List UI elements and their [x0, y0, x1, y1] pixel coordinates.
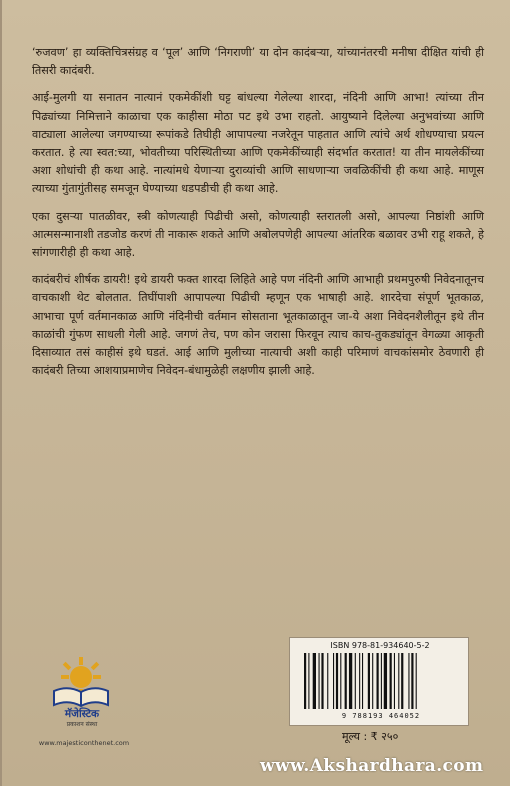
blurb-text: [32, 44, 484, 389]
publisher-tagline: प्रकाशन संस्था: [66, 721, 98, 728]
publisher-name: मॅजेस्टिक: [64, 708, 100, 720]
blurb-paragraph-1: ‘रुजवण’ हा व्यक्तिचित्रसंग्रह व ‘पूल’ आणि ‘निगराणी’ या दोन कादंबऱ्या, यांच्यानंतरची मनीषा दीक्षित यांची ही तिसरी कादंबरी.: [32, 46, 484, 78]
publisher-url: www.majesticonthenet.com: [38, 739, 130, 747]
price-label: मूल्य : ₹ २५०: [342, 730, 399, 743]
watermark-text: www.Akshardhara.com: [260, 756, 484, 776]
publisher-logo-icon: [46, 655, 116, 711]
blurb-paragraph-2: आई-मुलगी या सनातन नात्यानं एकमेकींशी घट्ट बांधल्या गेलेल्या शारदा, नंदिनी आणि आभा! त्यांच्या तीन पिढ्यांच्या निमित्ताने काळाचा एक काहीसा मोठा पट इथे उभा राहतो. आयुष्याने दिलेल्या अनुभवांच्या आणि वाट्याला आलेल्या जगण्याच्या रूपांकडे तिघीही आपापल्या नजरेतून पाहतात आणि त्यांचे अर्थ शोधण्याचा प्रयत्न करतात. हे त्या स्वत:च्या, भोवतीच्या परिस्थितीच्या आणि एकमेकींच्याही संदर्भात करतात! या तीन मायलेकींच्या अशा शोधांची ही कथा आहे. नात्यांमधे येणाऱ्या दुराव्यांची आणि साधणाऱ्या जवळिकींची ही कथा आहे. माणूस त्याच्या गुंतागुंतीसह समजून घेण्याच्या धडपडीची ही कथा आहे.: [32, 91, 484, 196]
blurb-paragraph-3: एका दुसऱ्या पातळीवर, स्त्री कोणत्याही पिढीची असो, कोणत्याही स्तरातली असो, आपल्या निष्ठांशी आणि आत्मसन्मानाशी तडजोड करणं ती नाकारू शकते आणि अबोलपणेही आपल्या आंतरिक बळावर उभी राहू शकते, हे सांगणारीही ही कथा आहे.: [32, 209, 484, 260]
blurb-paragraph-4: कादंबरीचं शीर्षक डायरी! इथे डायरी फक्त शारदा लिहिते आहे पण नंदिनी आणि आभाही प्रथमपुरुषी निवेदनातूनच वाचकाशी थेट बोलतात. तिघींपाशी आपापल्या पिढीची म्हणून एक भाषाही आहे. शारदेचा संपूर्ण भूतकाळ, आभाचा पूर्ण वर्तमानकाळ आणि नंदिनीची वर्तमान सोसताना भूतकाळातून जा-ये अशा निवेदनशैलीतून इथे तीन काळांची गुंफण साधली गेली आहे. जगणं तेच, पण कोन जरासा फिरवून त्याच काच-तुकड्यांतून वेगळ्या आकृती दिसाव्यात तसं काहीसं इथे घडतं. आई आणि मुलीच्या नात्याची अशी काही परिमाणं वाचकांसमोर ठेवणारी ही कादंबरी तिच्या आशयाप्रमाणेच निवेदन-बंधामुळेही लक्षणीय झाली आहे.: [32, 273, 484, 378]
barcode-icon: [302, 653, 462, 715]
isbn-label: ISBN 978-81-934640-5-2: [330, 641, 430, 650]
barcode-number: 9 788193 464052: [341, 712, 421, 720]
